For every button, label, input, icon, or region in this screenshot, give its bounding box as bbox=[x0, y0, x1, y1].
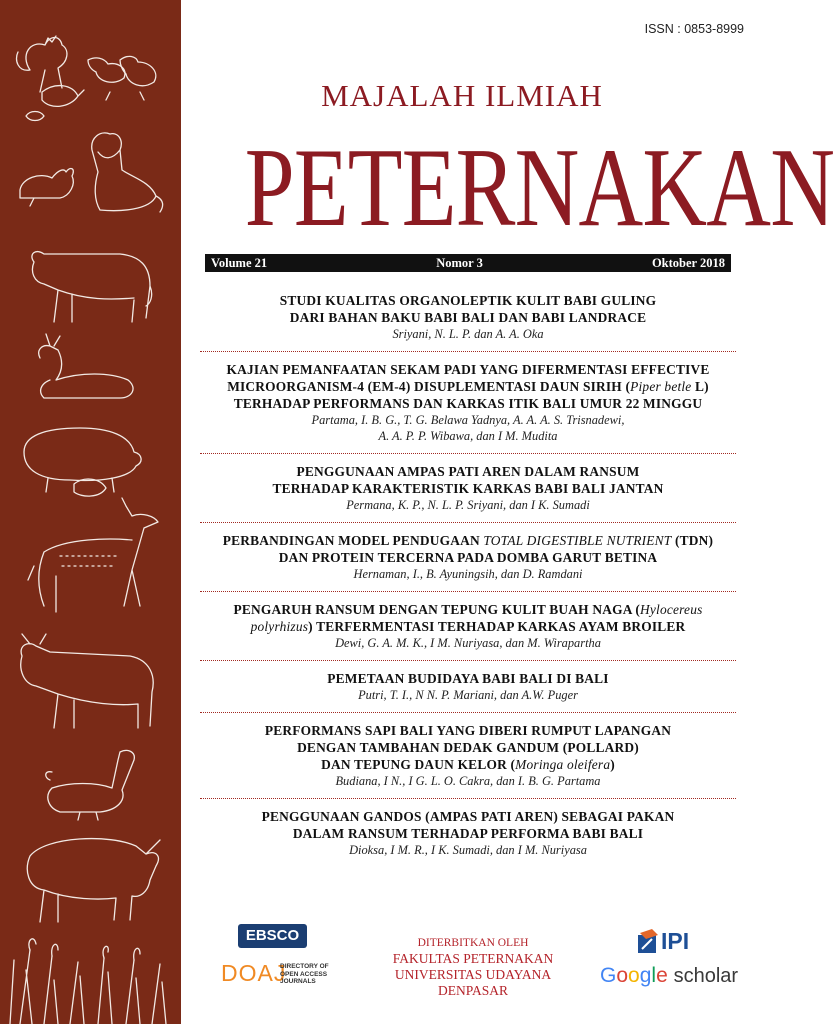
article-title: STUDI KUALITAS ORGANOLEPTIK KULIT BABI GULING DARI BAHAN BAKU BABI BALI DAN BABI LANDRACE bbox=[279, 293, 657, 325]
bull-icon bbox=[21, 634, 153, 728]
divider bbox=[200, 591, 736, 592]
divider bbox=[200, 522, 736, 523]
google-letter: l bbox=[651, 964, 657, 987]
article-authors: Dioksa, I M. R., I K. Sumadi, dan I M. Nuriyasa bbox=[349, 843, 587, 857]
volume-label: Volume 21 bbox=[211, 255, 268, 270]
journal-supertitle: MAJALAH ILMIAH bbox=[321, 78, 603, 113]
article-authors: Sriyani, N. L. P. dan A. A. Oka bbox=[392, 327, 544, 341]
article-entry[interactable] bbox=[200, 359, 736, 448]
buffalo-icon bbox=[27, 839, 160, 922]
doaj-subtitle: DIRECTORY OF OPEN ACCESS JOURNALS bbox=[280, 963, 329, 985]
sidebar-illustrations bbox=[0, 0, 181, 1024]
google-scholar-logo[interactable] bbox=[600, 964, 738, 988]
issue-info-bar bbox=[205, 254, 731, 272]
article-title: PENGARUH RANSUM DENGAN TEPUNG KULIT BUAH NAGA (Hylocereus polyrhizus) TERFERMENTASI TERHADAP KARKAS AYAM BROILER bbox=[233, 602, 703, 634]
article-authors: Budiana, I N., I G. L. O. Cakra, dan I. B. G. Partama bbox=[335, 774, 601, 788]
google-letter: o bbox=[616, 964, 629, 987]
divider bbox=[200, 712, 736, 713]
divider bbox=[200, 660, 736, 661]
goat-icon bbox=[39, 334, 133, 398]
article-authors: Dewi, G. A. M. K., I M. Nuriyasa, dan M. Wirapartha bbox=[335, 636, 601, 650]
divider bbox=[200, 351, 736, 352]
divider bbox=[200, 798, 736, 799]
rooster-icon bbox=[17, 36, 85, 121]
article-title: KAJIAN PEMANFAATAN SEKAM PADI YANG DIFERMENTASI EFFECTIVE MICROORGANISM-4 (EM-4) DISUPLEMENTASI DAUN SIRIH (Piper betle L) TERHADAP PERFORMANS DAN KARKAS ITIK BALI UMUR 22 MINGGU bbox=[226, 362, 710, 411]
cow-icon bbox=[32, 252, 152, 322]
number-label: Nomor 3 bbox=[436, 255, 483, 270]
article-entry[interactable] bbox=[200, 668, 736, 707]
ipi-mark-icon bbox=[636, 929, 660, 955]
ipi-logo[interactable] bbox=[636, 928, 696, 956]
article-entry[interactable] bbox=[200, 290, 736, 346]
article-title: PENGGUNAAN AMPAS PATI AREN DALAM RANSUM TERHADAP KARAKTERISTIK KARKAS BABI BALI JANTAN bbox=[272, 464, 664, 496]
ipi-wordmark: IPI bbox=[661, 928, 690, 954]
doaj-logo[interactable] bbox=[221, 960, 336, 992]
google-letter: e bbox=[656, 964, 668, 987]
article-authors: Permana, K. P., N. L. P. Sriyani, dan I K. Sumadi bbox=[346, 498, 590, 512]
google-letter: o bbox=[628, 964, 640, 987]
ebsco-logo[interactable]: EBSCO bbox=[238, 924, 307, 948]
article-title: PERBANDINGAN MODEL PENDUGAAN TOTAL DIGESTIBLE NUTRIENT (TDN) DAN PROTEIN TERCERNA PADA DOMBA GARUT BETINA bbox=[222, 533, 714, 565]
article-title: PENGGUNAAN GANDOS (AMPAS PATI AREN) SEBAGAI PAKAN DALAM RANSUM TERHADAP PERFORMA BABI BALI bbox=[261, 809, 675, 841]
issn-label: ISSN : 0853-8999 bbox=[644, 22, 744, 36]
article-authors: Putri, T. I., N N. P. Mariani, dan A.W. Puger bbox=[358, 688, 578, 702]
scholar-word: scholar bbox=[673, 965, 739, 987]
rabbit-icon bbox=[20, 169, 73, 206]
article-authors: Partama, I. B. G., T. G. Belawa Yadnya, A. A. A. S. Trisnadewi, A. A. P. P. Wibawa, dan I M. Mudita bbox=[311, 413, 625, 443]
publisher-block: DITERBITKAN OLEH FAKULTAS PETERNAKAN UNIVERSITAS UDAYANA DENPASAR bbox=[392, 937, 554, 998]
grass-icon bbox=[10, 939, 166, 1024]
google-letter: g bbox=[639, 964, 652, 987]
article-entry[interactable] bbox=[200, 599, 736, 655]
footer bbox=[200, 920, 740, 1000]
article-entry[interactable] bbox=[200, 806, 736, 862]
pig-icon bbox=[24, 428, 141, 496]
journal-title: PETERNAKAN bbox=[244, 126, 834, 250]
dog-icon bbox=[92, 133, 163, 212]
article-list bbox=[200, 290, 736, 862]
goose-icon bbox=[46, 750, 135, 820]
article-entry[interactable] bbox=[200, 720, 736, 793]
article-entry[interactable] bbox=[200, 461, 736, 517]
article-entry[interactable] bbox=[200, 530, 736, 586]
divider bbox=[200, 453, 736, 454]
article-title: PERFORMANS SAPI BALI YANG DIBERI RUMPUT LAPANGAN DENGAN TAMBAHAN DEDAK GANDUM (POLLARD) DAN TEPUNG DAUN KELOR (Moringa oleifera) bbox=[264, 723, 672, 772]
article-authors: Hernaman, I., B. Ayuningsih, dan D. Ramdani bbox=[353, 567, 583, 581]
deer-icon bbox=[28, 498, 158, 612]
google-letter: G bbox=[600, 964, 617, 987]
ducks-icon bbox=[88, 56, 156, 100]
article-title: PEMETAAN BUDIDAYA BABI BALI DI BALI bbox=[327, 671, 609, 686]
doaj-wordmark: DOAJ bbox=[221, 960, 287, 986]
date-label: Oktober 2018 bbox=[651, 255, 725, 270]
